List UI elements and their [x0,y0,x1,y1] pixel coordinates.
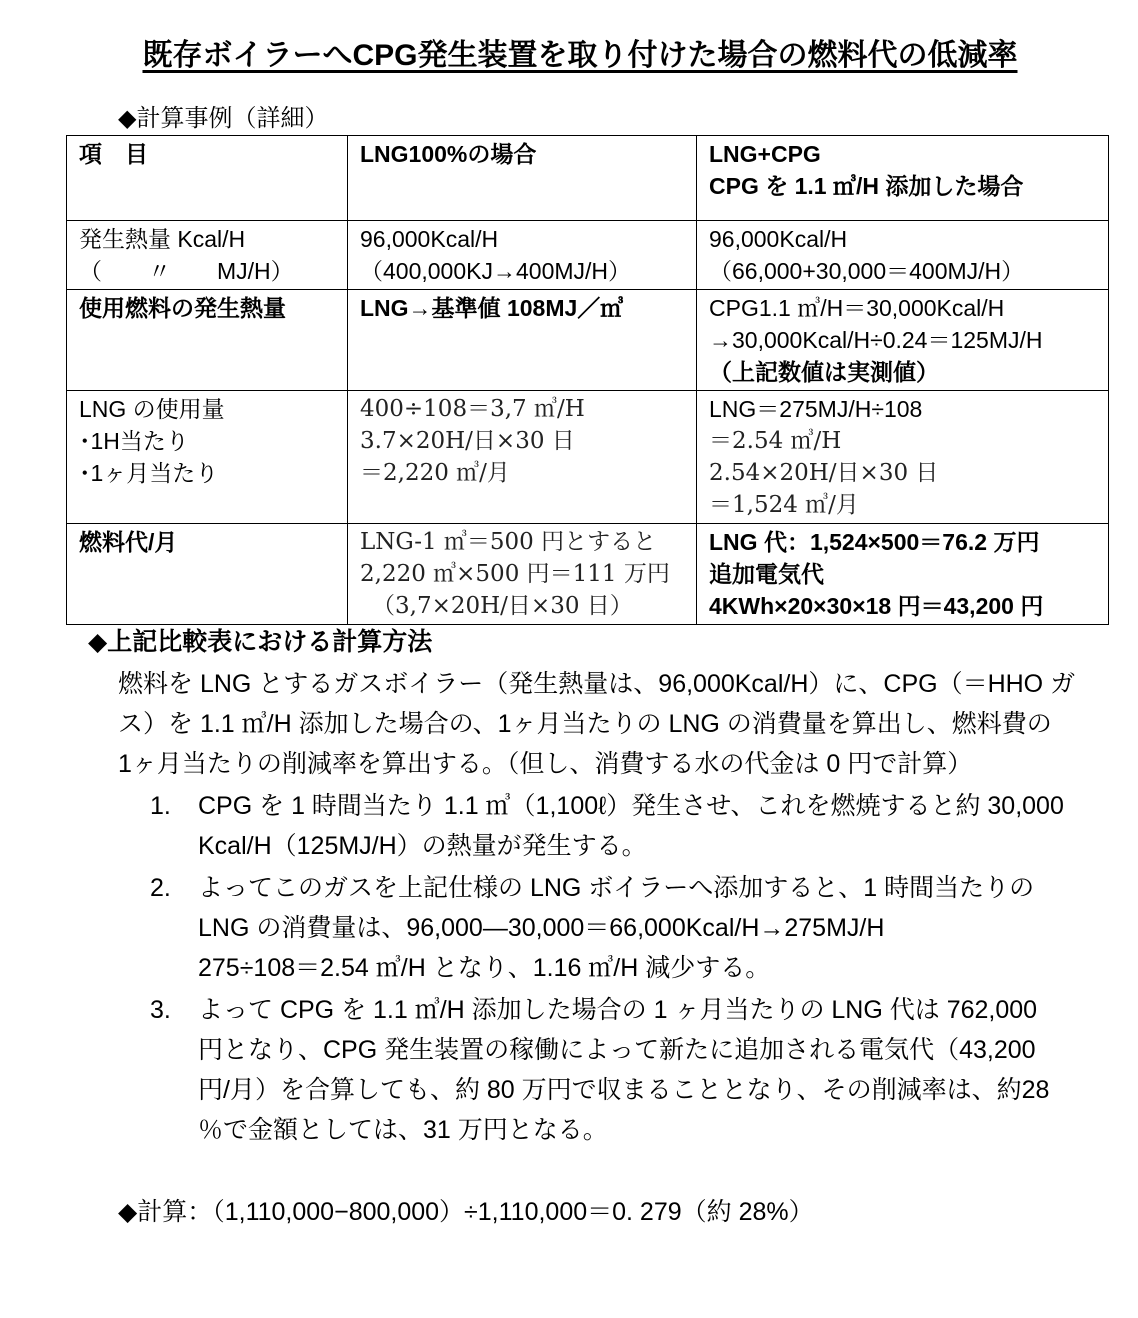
table-row [67,290,1109,391]
row-lng100-cell: 96,000Kcal/H （400,000KJ→400MJ/H） [348,221,697,290]
document-title: 既存ボイラーへCPG発生装置を取り付けた場合の燃料代の低減率 [142,39,1018,72]
example-heading: ◆計算事例（詳細） [118,104,329,132]
row-cpg-cell: CPG1.1 ㎥/H＝30,000Kcal/H →30,000Kcal/H÷0.24＝125MJ/H （上記数値は実測値） [697,290,1109,391]
header-item: 項 目 [67,136,348,221]
comparison-table [66,135,1109,625]
row-label: 燃料代/月 [67,524,348,625]
row-cpg-cell: LNG＝275MJ/H÷108 ＝2.54 ㎥/H 2.54×20H/日×30 日 ＝1,524 ㎥/月 [697,391,1109,524]
table-row [67,524,1109,625]
row-label: 使用燃料の発生熱量 [67,290,348,391]
row-lng100-cell: LNG→基準値 108MJ／㎥ [348,290,697,391]
table-row [67,221,1109,290]
table-row [67,391,1109,524]
step-number: 1. [150,792,171,820]
list-item: 2. よってこのガスを上記仕様の LNG ボイラーへ添加すると、1 時間当たりの LNG の消費量は、96,000―30,000＝66,000Kcal/H→275MJ/H 275÷108＝2.54 ㎥/H となり、1.16 ㎥/H 減少する。 [150,868,1090,988]
step-number: 2. [150,874,171,902]
row-cpg-cell: 96,000Kcal/H （66,000+30,000＝400MJ/H） [697,221,1109,290]
header-lng100: LNG100%の場合 [348,136,697,221]
table-header-row [67,136,1109,221]
step-number: 3. [150,996,171,1024]
list-item: 1. CPG を 1 時間当たり 1.1 ㎥（1,100ℓ）発生させ、これを燃焼すると約 30,000 Kcal/H（125MJ/H）の熱量が発生する。 [150,786,1090,866]
row-lng100-cell: 400÷108＝3,7 ㎥/H 3.7×20H/日×30 日 ＝2,220 ㎥/月 [348,391,697,524]
method-heading: ◆上記比較表における計算方法 [88,628,433,656]
row-lng100-cell: LNG-1 ㎥＝500 円とすると 2,220 ㎥×500 円＝111 万円 （3,7×20H/日×30 日） [348,524,697,625]
row-label: 発生熱量 Kcal/H （ 〃 MJ/H） [67,221,348,290]
calculation-steps [150,786,1090,1152]
calculation-result: ◆計算：（1,110,000−800,000）÷1,110,000＝0. 279（約 28%） [118,1198,814,1226]
list-item: 3. よって CPG を 1.1 ㎥/H 添加した場合の 1 ヶ月当たりの LNG 代は 762,000 円となり、CPG 発生装置の稼働によって新たに追加される電気代（43,200 円/月）を合算しても、約 80 万円で収まることとなり、その削減率は、約28 ％で金額としては、31 万円となる。 [150,990,1090,1150]
header-lng-cpg: LNG+CPG CPG を 1.1 ㎥/H 添加した場合 [697,136,1109,221]
row-cpg-cell: LNG 代：1,524×500＝76.2 万円 追加電気代 4KWh×20×30×18 円＝43,200 円 [697,524,1109,625]
row-label: LNG の使用量 ･1H当たり ･1ヶ月当たり [67,391,348,524]
method-paragraph: 燃料を LNG とするガスボイラー（発生熱量は、96,000Kcal/H）に、CPG（＝HHO ガ ス）を 1.1 ㎥/H 添加した場合の、1ヶ月当たりの LNG の消費量を算出し、燃料費の 1ヶ月当たりの削減率を算出する。（但し、消費する水の代金は 0 円で計算） [118,670,1076,778]
